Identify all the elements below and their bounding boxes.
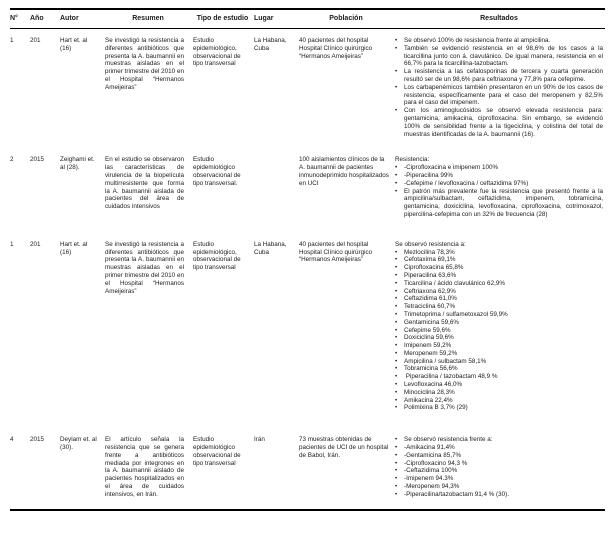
result-item: • Ampicilina / sulbactam 58,1% (395, 358, 603, 366)
result-item: • Ticarcilina / ácido clavulánico 62,9% (395, 280, 603, 288)
cell-ano: 201 (30, 240, 41, 248)
result-item: • Tobramicina 56,6% (395, 365, 603, 373)
table-row (10, 148, 605, 232)
cell-tipo-estudio: Estudio epidemiológico observacional de tipo transversal. (193, 156, 241, 187)
column-header-resumen: Resumen (105, 9, 193, 29)
result-item: • -Amikacina 91,4% (395, 444, 603, 452)
cell-tipo-estudio: Estudio epidemiológico, observacional de tipo transversal (193, 37, 241, 68)
result-item: • Levofloxacina 46,0% (395, 381, 603, 389)
cell-lugar: La Habana, Cuba (254, 240, 287, 256)
result-item: • -Gentamicina 85,7% (395, 452, 603, 460)
cell-tipo-estudio: Estudio epidemiológico observacional de tipo transversal (193, 436, 241, 467)
result-item: • -Piperacilina/tazobactam 91,4 % (30). (395, 491, 603, 499)
result-item: • El patrón más prevalente fue la resistencia que presentó frente a la ampicilina/sulbactam, ceftazidima, imipenem, tobramicina, gentamicina, doxiciclina, levofloxacina, ciprofloxacina, cotrimoxazol, pipercilina-cefepima con un 32% de frecuencia (28) (395, 188, 603, 219)
result-item: • -Piperacilina 99% (395, 172, 603, 180)
results-intro: Resistencia: (395, 156, 430, 164)
cell-resumen: En el estudio se observaron las características de virulencia de la biopelícula multirresistente que forma la A. baumannii aislada de pacientes del área de cuidados intensivos (105, 156, 184, 211)
table-row (10, 233, 605, 429)
cell-resultados (395, 148, 605, 232)
results-list (395, 436, 603, 498)
table-header (10, 9, 605, 29)
column-header-resultados: Resultados (395, 9, 605, 29)
results-list (395, 164, 603, 219)
result-item: • Se observó resistencia frente a: (395, 436, 603, 444)
result-item: • Piperacilina 63,6% (395, 272, 603, 280)
column-header-autor: Autor (60, 9, 105, 29)
cell-poblacion: 100 aislamientos clínicos de la A. baumannii de pacientes inmunodeprimido hospitalizados en UCI (299, 156, 389, 187)
table-row (10, 29, 605, 149)
result-item: • -Imipenem 94.3% (395, 475, 603, 483)
results-intro: Se observó resistencia a: (395, 240, 466, 248)
cell-lugar: Irán (254, 436, 265, 444)
cell-numero: 4 (10, 436, 14, 444)
cell-autor: Hart et. al (16) (60, 240, 88, 256)
column-header-lugar: Lugar (254, 9, 299, 29)
result-item: • Piperacilina / tazobactam 48,9 % (395, 373, 603, 381)
result-item: • Ceftriaxona 62,9% (395, 288, 603, 296)
cell-numero: 1 (10, 240, 14, 248)
column-header-ano: Año (30, 9, 60, 29)
cell-lugar: La Habana, Cuba (254, 37, 287, 52)
cell-resultados (395, 233, 605, 429)
column-header-n: N° (10, 9, 30, 29)
result-item: • -Ciprofloxacina e imipenem 100% (395, 164, 603, 172)
cell-autor: Zeighami et. al (28). (60, 156, 95, 172)
cell-resumen: Se investigó la resistencia a diferentes antibióticos que presenta la A. baumannii en muestras aisladas en el primer trimestre del 2010 en el Hospital “Hermanos Ameijeiras” (105, 240, 184, 295)
cell-poblacion: 40 pacientes del hospital Hospital Clínico quirúrgico “Hermanos Ameijeiras” (299, 37, 373, 60)
column-header-poblacion: Población (299, 9, 395, 29)
result-item: • Cefotaxima 69,1% (395, 256, 603, 264)
result-item: • Trimetoprima / sulfametoxazol 59,9% (395, 311, 603, 319)
result-item: • -Meropenem 94,3% (395, 483, 603, 491)
results-list (395, 37, 603, 138)
result-item: • -Ciprofloxacino 94,3 % (395, 460, 603, 468)
result-item: • Meropenem 59,2% (395, 350, 603, 358)
cell-ano: 201 (30, 37, 41, 44)
result-item: • Amikacina 22,4% (395, 397, 603, 405)
result-item: • La resistencia a las cefalosporinas de tercera y cuarta generación resultó ser de un 98,6% para ceftriaxona y 77,8% para cefepime. (395, 68, 603, 84)
result-item: • Imipenem 59,2% (395, 342, 603, 350)
column-header-tipo: Tipo de estudio (193, 9, 254, 29)
result-item: • Doxiciclina 59,6% (395, 334, 603, 342)
result-item: • Mezlocilina 78,3% (395, 249, 603, 257)
cell-resumen: Se investigó la resistencia a diferentes antibióticos que presenta la A. baumannii en muestras aisladas en el primer trimestre del 2010 en el Hospital “Hermanos Ameijeiras” (105, 37, 184, 91)
cell-numero: 2 (10, 156, 14, 164)
cell-numero: 1 (10, 37, 14, 44)
result-item: • Los carbapenémicos también presentaron en un 90% de los casos de resistencia, específicamente para el caso del meropenem y 82,5% para el caso del imipenem. (395, 84, 603, 107)
result-item: • -Ceftazidima 100% (395, 467, 603, 475)
cell-tipo-estudio: Estudio epidemiológico, observacional de tipo transversal (193, 240, 241, 272)
cell-ano: 2015 (30, 436, 45, 444)
result-item: • Gentamicina 59,6% (395, 319, 603, 327)
table-row (10, 428, 605, 509)
result-item: • Tetraciclina 60,7% (395, 303, 603, 311)
cell-poblacion: 73 muestras obtenidas de pacientes de UCI de un hospital de Babol, Irán. (299, 436, 389, 459)
result-item: • Cefepime 59,6% (395, 327, 603, 335)
result-item: • Polimixina B 3,7% (29) (395, 404, 603, 412)
cell-ano: 2015 (30, 156, 45, 164)
result-item: • Minociclina 28,3% (395, 389, 603, 397)
cell-lugar (254, 148, 299, 232)
cell-autor: Deylam et. al (30). (60, 436, 97, 452)
result-item: • También se evidenció resistencia en el 98,6% de los casos a la ticarcillina junto con á. clavulánico. De igual manera, resistencia en el 66,7% para la ticarcillina-tazobactam. (395, 45, 603, 68)
result-item: • Con los aminoglucósidos se observó elevada resistencia para: gentamicina, amikacina, ciprofloxacina. Sin embargo, se evidenció 100% de sensibilidad frente a la tigeciclina, y colistina del total de muestras identificadas de la A. baumannii (16). (395, 107, 603, 138)
result-item: • Se observó 100% de resistencia frente al ampicilina. (395, 37, 603, 45)
cell-resumen: El artículo señala la resistencia que se genera frente a antibióticos mediada por integrones en la A. baumannii aislado de pacientes hospitalizados en el área de cuidados intensivos, en Irán. (105, 436, 184, 498)
cell-resultados (395, 29, 605, 149)
results-list (395, 249, 603, 413)
cell-autor: Hart et. al (16) (60, 37, 88, 52)
result-item: • Ceftazidima 61,0% (395, 295, 603, 303)
result-item: • Ciprofloxacina 65,8% (395, 264, 603, 272)
cell-resultados (395, 428, 605, 509)
cell-poblacion: 40 pacientes del hospital Hospital Clínico quirúrgico “Hermanos Ameijeiras” (299, 240, 373, 264)
result-item: • -Cefepime / levofloxacina / ceftazidima 97%) (395, 180, 603, 188)
results-table (10, 8, 605, 511)
